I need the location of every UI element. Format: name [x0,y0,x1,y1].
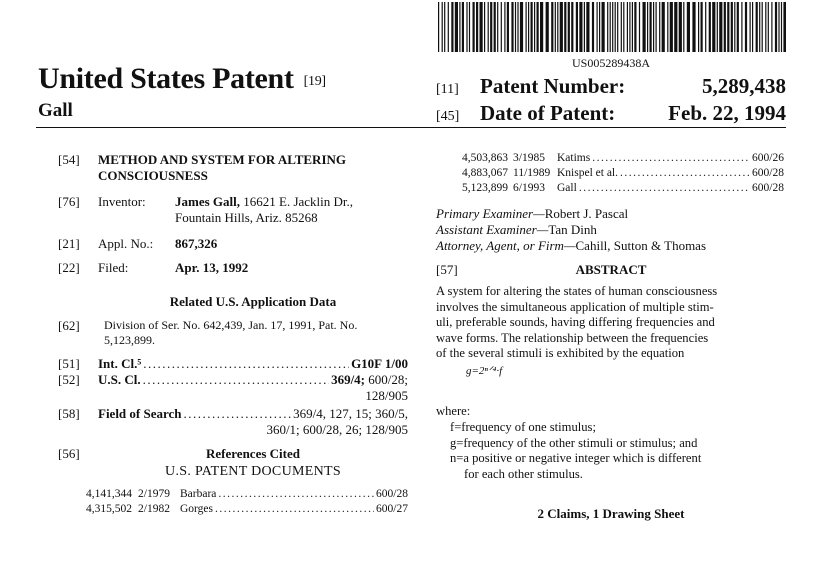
assistant-examiner-label: Assistant Examiner— [436,222,549,237]
barcode-bar [602,2,605,52]
abstract-body [436,284,786,362]
barcode-bar [617,2,618,52]
barcode-bar [629,2,630,52]
definition-line: n=a positive or negative integer which is different [450,451,702,465]
abstract-heading: ABSTRACT [575,262,647,277]
barcode-bar [778,2,779,52]
barcode-bar [504,2,505,52]
definition-line: for each other stimulus. [464,466,583,481]
abstract-line: A system for altering the states of human consciousness [436,284,718,298]
barcode-bar [490,2,492,52]
barcode-bar [667,2,668,52]
primary-examiner [436,206,628,222]
ref-class: 600/27 [376,503,408,515]
ref-number: 4,315,502 [86,503,132,515]
patent-number-row [436,74,786,102]
patent-number-label: Patent Number: [480,74,626,98]
title-code-54: [54] [58,152,80,167]
barcode-bar [560,2,563,52]
barcode-bar [759,2,760,52]
assistant-examiner-value: Tan Dinh [548,222,597,237]
title-code: [19] [303,74,326,89]
barcode-bar [634,2,636,52]
uscl-value-rest: 600/28; [365,372,408,387]
barcode-bar [719,2,722,52]
barcode-bar [501,2,502,52]
date-value: Feb. 22, 1994 [668,101,786,125]
barcode-bar [679,2,682,52]
intcl-label: Int. Cl.⁵ [98,356,142,371]
barcode-bar [752,2,753,52]
ref-number: 4,503,863 [462,152,508,164]
appl-code-21: [21] [58,236,80,251]
barcode-bar [687,2,690,52]
barcode-bar [480,2,483,52]
barcode-bar [698,2,699,52]
intcl-value: G10F 1/00 [351,356,408,371]
barcode-bar [599,2,600,52]
barcode-bar [592,2,594,52]
barcode-bar [674,2,677,52]
definitions [450,420,786,482]
barcode-bar [576,2,578,52]
ref-date: 2/1979 [138,488,170,500]
ref-leader [579,182,750,194]
barcode-bar [520,2,523,52]
barcode-bar [579,2,582,52]
ref-leader [215,503,374,515]
date-label: Date of Patent: [480,101,616,125]
barcode-bar [442,2,443,52]
filed-label: Filed: [98,260,129,275]
related-data-heading: Related U.S. Application Data [169,294,337,309]
barcode-bar [551,2,553,52]
ref-date: 3/1985 [513,152,545,164]
barcode-bar [756,2,758,52]
barcode-bar [459,2,460,52]
barcode-bar [621,2,622,52]
uscl-leader [143,372,329,388]
barcode-bar [612,2,613,52]
barcode-bar [451,2,453,52]
barcode-bar [662,2,665,52]
barcode-bar [484,2,485,52]
references-cited-heading: References Cited [206,446,300,461]
barcode-bar [444,2,445,52]
barcode-bar [724,2,726,52]
ref-name: Knispel et al. [557,167,618,179]
ref-class: 600/28 [752,182,784,194]
ref-date: 2/1982 [138,503,170,515]
intcl-row [98,356,408,372]
header-divider [36,127,786,128]
barcode-bar [534,2,535,52]
abstract-line: uli, preferable sounds, having differing frequencies and [436,315,715,329]
ref-number: 4,883,067 [462,167,508,179]
barcode-bar [643,2,646,52]
patent-title-heading [38,62,326,96]
uscl-value-bold: 369/4; [331,372,366,387]
ref-leader [218,488,374,500]
ref-number: 5,123,899 [462,182,508,194]
barcode-bar [537,2,539,52]
search-line2: 360/1; 600/28, 26; 128/905 [266,422,408,437]
barcode-bar [546,2,549,52]
invention-title-line1: METHOD AND SYSTEM FOR ALTERING [98,152,347,167]
date-code: [45] [436,109,460,124]
barcode-bar [737,2,739,52]
barcode-bar [741,2,742,52]
appl-value: 867,326 [175,236,218,251]
ref-leader [592,152,750,164]
definition-line: f=frequency of one stimulus; [450,420,596,434]
inventor-address2: Fountain Hills, Ariz. 85268 [175,210,318,225]
reference-row [86,503,408,518]
ref-date: 11/1989 [513,167,551,179]
barcode-bar [497,2,498,52]
barcode-bar [494,2,496,52]
barcode-bar [653,2,654,52]
barcode-bar [584,2,585,52]
barcode-bar [438,2,439,52]
attorney [436,238,706,254]
ref-class: 600/26 [752,152,784,164]
reference-row [462,167,784,182]
barcode-bar [517,2,518,52]
ref-name: Gorges [180,503,214,515]
reference-row [462,152,784,167]
barcode-bar [639,2,640,52]
barcode-bar [564,2,566,52]
barcode-bar [783,2,786,52]
barcode-bar [650,2,652,52]
barcode-bar [586,2,589,52]
barcode-bar [712,2,715,52]
inventor-line1 [175,194,353,210]
definition-line: g=frequency of the other stimuli or stimulus; and [450,435,698,450]
ref-leader [620,167,750,179]
barcode-bar [670,2,673,52]
barcode-bar [727,2,729,52]
barcode-bar [683,2,684,52]
patent-number-value: 5,289,438 [702,74,786,98]
intcl-leader [143,356,349,372]
barcode-bar [610,2,611,52]
barcode-bar [515,2,516,52]
us-patent-documents-heading: U.S. PATENT DOCUMENTS [165,464,341,479]
date-of-patent-row [436,101,786,129]
inventor-label: Inventor: [98,194,146,209]
ref-number: 4,141,344 [86,488,132,500]
barcode-bar [775,2,777,52]
barcode-bar [488,2,489,52]
barcode-bar [709,2,711,52]
barcode-bar [555,2,556,52]
barcode-bar [476,2,478,52]
barcode-bar [462,2,464,52]
barcode-bar [507,2,509,52]
barcode-bar [526,2,527,52]
filed-code-22: [22] [58,260,80,275]
search-value: 369/4, 127, 15; 360/5, [293,406,408,421]
barcode-bar [771,2,772,52]
search-code-58: [58] [58,406,80,421]
barcode-number: US005289438A [571,56,650,70]
barcode-bar [762,2,763,52]
reference-row [462,182,784,197]
barcode-bar [750,2,751,52]
barcode-bar [692,2,695,52]
inventor-full-name: James Gall, [175,194,240,209]
attorney-value: Cahill, Sutton & Thomas [575,238,707,253]
barcode-bar [656,2,657,52]
title-text: United States Patent [38,62,294,95]
search-leader [184,406,292,422]
division-code-62: [62] [58,318,80,333]
invention-title-line2: CONSCIOUSNESS [98,168,208,183]
barcode-bar [469,2,470,52]
barcode-bar [768,2,769,52]
reference-row [86,488,408,503]
search-label: Field of Search [98,406,182,421]
barcode-bar [557,2,558,52]
barcode-bar [448,2,449,52]
inventor-surname: Gall [38,100,73,121]
inventor-address1: 16621 E. Jacklin Dr., [240,194,354,209]
barcode-bar [623,2,624,52]
barcode-bar [717,2,718,52]
where-label: where: [436,404,471,418]
abstract-line: wave forms. The relationship between the frequencies [436,330,709,345]
barcode-bar [627,2,628,52]
barcode-bar [511,2,513,52]
division-line2: 5,123,899. [104,333,155,347]
abstract-code-57: [57] [436,262,458,277]
barcode-bar [597,2,598,52]
primary-examiner-label: Primary Examiner— [436,206,545,221]
barcode [436,2,786,52]
barcode-bar [540,2,543,52]
barcode-bar [781,2,782,52]
attorney-label: Attorney, Agent, or Firm— [436,238,576,253]
barcode-bar [568,2,570,52]
barcode-bar [455,2,458,52]
barcode-bar [466,2,467,52]
claims-summary: 2 Claims, 1 Drawing Sheet [537,506,685,521]
ref-name: Katims [557,152,591,164]
left-references-list [86,488,408,518]
ref-class: 600/28 [752,167,784,179]
barcode-bar [615,2,616,52]
patent-number-code: [11] [436,82,459,97]
abstract-line: involves the simultaneous application of multiple stim- [436,299,714,314]
search-row [98,406,408,422]
barcode-bar [473,2,475,52]
uscl-row [98,372,408,388]
ref-date: 6/1993 [513,182,545,194]
abstract-line: of the several stimuli is exhibited by the equation [436,346,685,360]
barcode-bar [731,2,733,52]
division-line1: Division of Ser. No. 642,439, Jan. 17, 1991, Pat. No. [104,318,358,332]
barcode-bar [531,2,533,52]
equation: g=2ⁿᐟ⁴·f [466,365,503,377]
barcode-bar [701,2,703,52]
uscl-code-52: [52] [58,372,80,387]
uscl-line2: 128/905 [365,388,408,403]
intcl-code-51: [51] [58,356,80,371]
ref-name: Gall [557,182,577,194]
barcode-bar [528,2,529,52]
filed-value: Apr. 13, 1992 [175,260,249,275]
assistant-examiner [436,222,597,238]
ref-class: 600/28 [376,488,408,500]
uscl-label: U.S. Cl. [98,372,141,387]
barcode-bar [705,2,706,52]
refs-code-56: [56] [58,446,80,461]
barcode-bar [734,2,735,52]
ref-name: Barbara [180,488,217,500]
primary-examiner-value: Robert J. Pascal [544,206,629,221]
barcode-bar [607,2,608,52]
appl-label: Appl. No.: [98,236,154,251]
barcode-bar [745,2,747,52]
inventor-code-76: [76] [58,194,80,209]
right-references-list [462,152,784,197]
barcode-bar [659,2,660,52]
barcode-bar [632,2,633,52]
barcode-bar [647,2,648,52]
barcode-bar [765,2,766,52]
barcode-bar [571,2,573,52]
